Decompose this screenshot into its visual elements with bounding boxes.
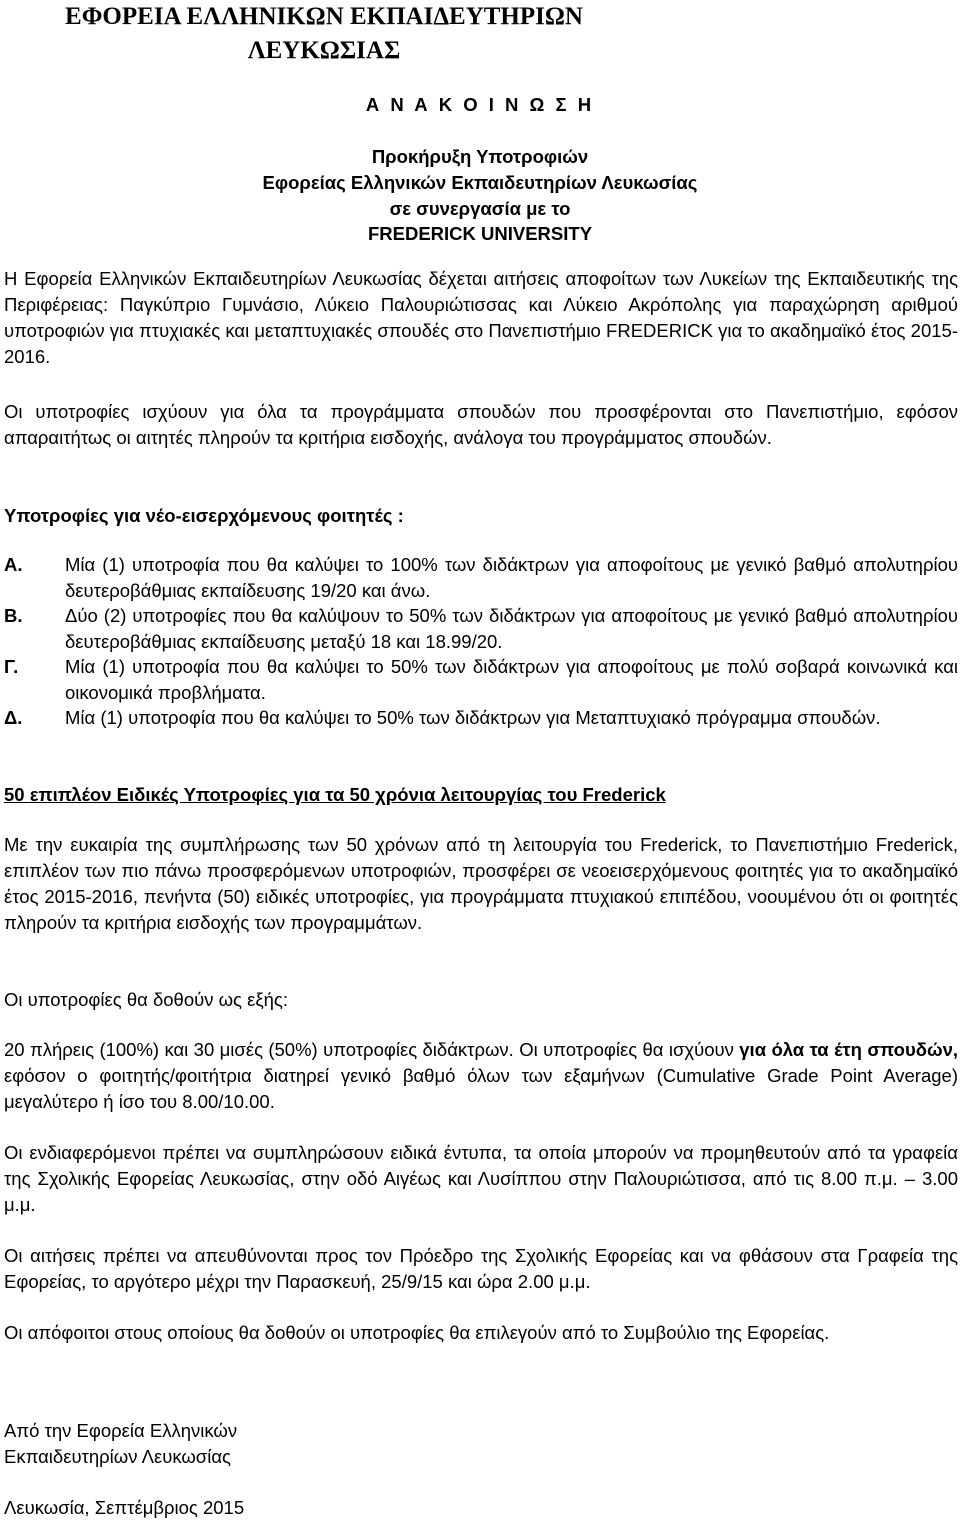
scholarship-letter: Α.: [4, 554, 23, 575]
subtitle-line4: FREDERICK UNIVERSITY: [367, 223, 593, 244]
distribution-text-part1: 20 πλήρεις (100%) και 30 μισές (50%) υποτροφίες διδάκτρων. Οι υποτροφίες θα ισχύουν: [4, 1039, 740, 1060]
forms-info-paragraph: Οι ενδιαφερόμενοι πρέπει να συμπληρώσουν ειδικά έντυπα, τα οποία μπορούν να προμηθευτούν από τα γραφεία της Σχολικής Εφορείας Λευκωσίας, στην οδό Αιγέως και Λυσίππου στην Παλουριώτισσα, από τις 8.00 π.μ. – 3.00 μ.μ.: [4, 1142, 958, 1215]
subtitle-line2: Εφορείας Ελληνικών Εκπαιδευτηρίων Λευκωσίας: [262, 172, 698, 193]
distribution-intro: Οι υποτροφίες θα δοθούν ως εξής:: [4, 989, 288, 1010]
distribution-paragraph: [4, 1037, 958, 1115]
distribution-bold-text: για όλα τα έτη σπουδών,: [739, 1039, 958, 1060]
validity-paragraph: Οι υποτροφίες ισχύουν για όλα τα προγράμματα σπουδών που προσφέρονται στο Πανεπιστήμιο, εφόσον απαραιτήτως οι αιτητές πληρούν τα κριτήρια εισδοχής, ανάλογα του προγράμματος σπουδών.: [4, 401, 958, 448]
selection-paragraph: Οι απόφοιτοι στους οποίους θα δοθούν οι υποτροφίες θα επιλεγούν από το Συμβούλιο της Εφορείας.: [4, 1322, 830, 1343]
scholarship-item: [4, 552, 958, 604]
scholarship-letter: Β.: [4, 605, 23, 626]
intro-paragraph: Η Εφορεία Ελληνικών Εκπαιδευτηρίων Λευκωσίας δέχεται αιτήσεις αποφοίτων των Λυκείων της Εκπαιδευτικής της Περιφέρειας: Παγκύπριο Γυμνάσιο, Λύκειο Παλουριώτισσας και Λύκειο Ακρόπολης για παραχώρηση αριθμού υποτροφιών για πτυχιακές και μεταπτυχιακές σπουδές στο Πανεπιστήμιο FREDERICK για το ακαδημαϊκό έτος 2015-2016.: [4, 268, 958, 367]
subtitle-line3: σε συνεργασία με το: [389, 198, 571, 219]
new-students-heading: Υποτροφίες για νέο-εισερχόμενους φοιτητές :: [4, 505, 404, 526]
anniversary-paragraph: Με την ευκαιρία της συμπλήρωσης των 50 χρόνων από τη λειτουργία του Frederick, το Πανεπιστήμιο Frederick, επιπλέον των πιο πάνω προσφερόμενων υποτροφιών, προσφέρει σε νεοεισερχόμενους φοιτητές για το ακαδημαϊκό έτος 2015-2016, πενήντα (50) ειδικές υποτροφίες, για προγράμματα πτυχιακού επιπέδου, νοουμένου ότι οι φοιτητές πληρούν τα κριτήρια εισδοχής των προγραμμάτων.: [4, 834, 958, 933]
announcement-heading: Α Ν Α Κ Ο Ι Ν Ω Σ Η: [365, 94, 595, 115]
scholarship-item: [4, 603, 958, 655]
subtitle-line1: Προκήρυξη Υποτροφιών: [371, 146, 589, 167]
signature-line2: Εκπαιδευτηρίων Λευκωσίας: [4, 1446, 231, 1467]
signature-line1: Από την Εφορεία Ελληνικών: [4, 1420, 238, 1441]
scholarship-text: Δύο (2) υποτροφίες που θα καλύψουν το 50% των διδάκτρων για αποφοίτους με γενικό βαθμό απολυτηρίου δευτεροβάθμιας εκπαίδευσης μεταξύ 18 και 18.99/20.: [65, 605, 958, 652]
scholarship-item: [4, 654, 958, 706]
deadline-paragraph: Οι αιτήσεις πρέπει να απευθύνονται προς τον Πρόεδρο της Σχολικής Εφορείας και να φθάσουν στα Γραφεία της Εφορείας, το αργότερο μέχρι την Παρασκευή, 25/9/15 και ώρα 2.00 μ.μ.: [4, 1245, 958, 1292]
organization-title-line1: ΕΦΟΡΕΙΑ ΕΛΛΗΝΙΚΩΝ ΕΚΠΑΙΔΕΥΤΗΡΙΩΝ: [65, 3, 583, 30]
organization-title-line2: ΛΕΥΚΩΣΙΑΣ: [247, 37, 401, 64]
anniversary-heading: 50 επιπλέον Ειδικές Υποτροφίες για τα 50 χρόνια λειτουργίας του Frederick: [4, 784, 666, 805]
scholarship-letter: Δ.: [4, 707, 23, 728]
scholarship-text: Μία (1) υποτροφία που θα καλύψει το 50% των διδάκτρων για αποφοίτους με πολύ σοβαρά κοινωνικά και οικονομικά προβλήματα.: [65, 656, 958, 703]
scholarship-letter: Γ.: [4, 656, 19, 677]
scholarship-text: Μία (1) υποτροφία που θα καλύψει το 100% των διδάκτρων για αποφοίτους με γενικό βαθμό απολυτηρίου δευτεροβάθμιας εκπαίδευσης 19/20 και άνω.: [65, 554, 958, 601]
signature-block: [4, 1418, 958, 1470]
scholarship-item: [4, 705, 958, 731]
date-line: Λευκωσία, Σεπτέμβριος 2015: [4, 1497, 245, 1518]
scholarship-text: Μία (1) υποτροφία που θα καλύψει το 50% των διδάκτρων για Μεταπτυχιακό πρόγραμμα σπουδών.: [65, 707, 881, 728]
distribution-text-part2: εφόσον ο φοιτητής/φοιτήτρια διατηρεί γενικό βαθμό όλων των εξαμήνων (Cumulative Grade Point Average) μεγαλύτερο ή ίσο του 8.00/10.00.: [4, 1065, 958, 1112]
organization-title: [4, 0, 644, 68]
